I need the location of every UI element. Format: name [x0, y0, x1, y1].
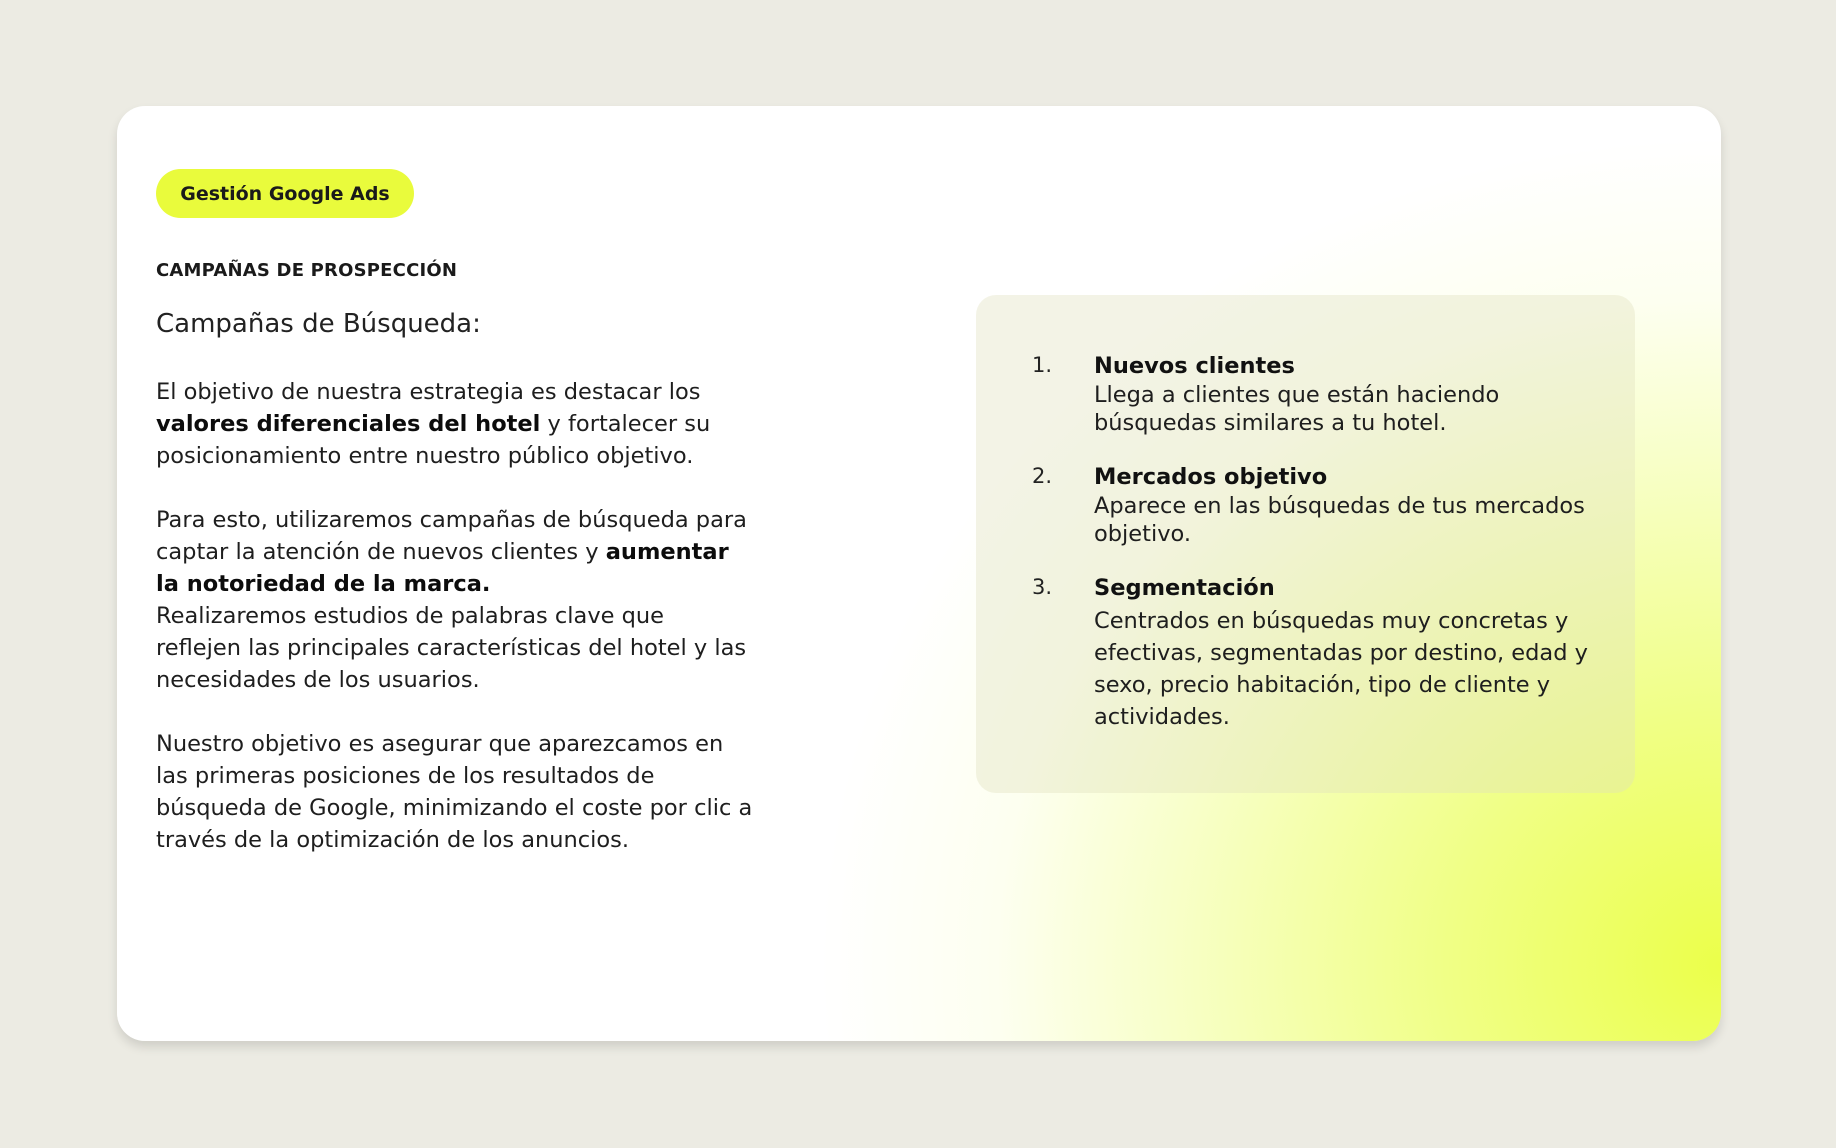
list-item-title: Mercados objetivo	[1094, 464, 1328, 490]
strategy-text-start: Para esto, utilizaremos campañas de búsqueda para captar la atención de nuevos clientes y	[156, 507, 747, 565]
list-item-description: Aparece en las búsquedas de tus mercados objetivo.	[1094, 493, 1585, 547]
strategy-text-end: Realizaremos estudios de palabras clave que reflejen las principales características del hotel y las necesidades de los usuarios.	[156, 603, 747, 693]
intro-text-start: El objetivo de nuestra estrategia es destacar los	[156, 379, 701, 405]
list-item-title: Segmentación	[1094, 575, 1275, 601]
list-item-number: 1.	[1032, 353, 1053, 377]
intro-text-end: y fortalecer su posicionamiento entre nuestro público objetivo.	[156, 411, 711, 469]
intro-text-bold: valores diferenciales del hotel	[156, 411, 541, 437]
intro-paragraph	[156, 376, 756, 472]
list-item-title: Nuevos clientes	[1094, 353, 1295, 379]
list-item-number: 3.	[1032, 575, 1053, 599]
section-label: CAMPAÑAS DE PROSPECCIÓN	[156, 260, 458, 281]
list-item-number: 2.	[1032, 464, 1053, 488]
category-badge: Gestión Google Ads	[156, 169, 414, 218]
strategy-paragraph	[156, 504, 756, 696]
list-item-description: Centrados en búsquedas muy concretas y efectivas, segmentadas por destino, edad y sexo, precio habitación, tipo de cliente y actividades.	[1094, 608, 1588, 730]
benefits-panel	[976, 295, 1635, 793]
list-item-description: Llega a clientes que están haciendo búsquedas similares a tu hotel.	[1094, 382, 1500, 436]
slide-card	[117, 106, 1721, 1041]
strategy-text-bold: aumentar la notoriedad de la marca.	[156, 539, 729, 597]
page-title: Campañas de Búsqueda:	[156, 309, 481, 339]
goal-paragraph: Nuestro objetivo es asegurar que aparezcamos en las primeras posiciones de los resultados de búsqueda de Google, minimizando el coste por clic a través de la optimización de los anuncios.	[156, 731, 753, 853]
